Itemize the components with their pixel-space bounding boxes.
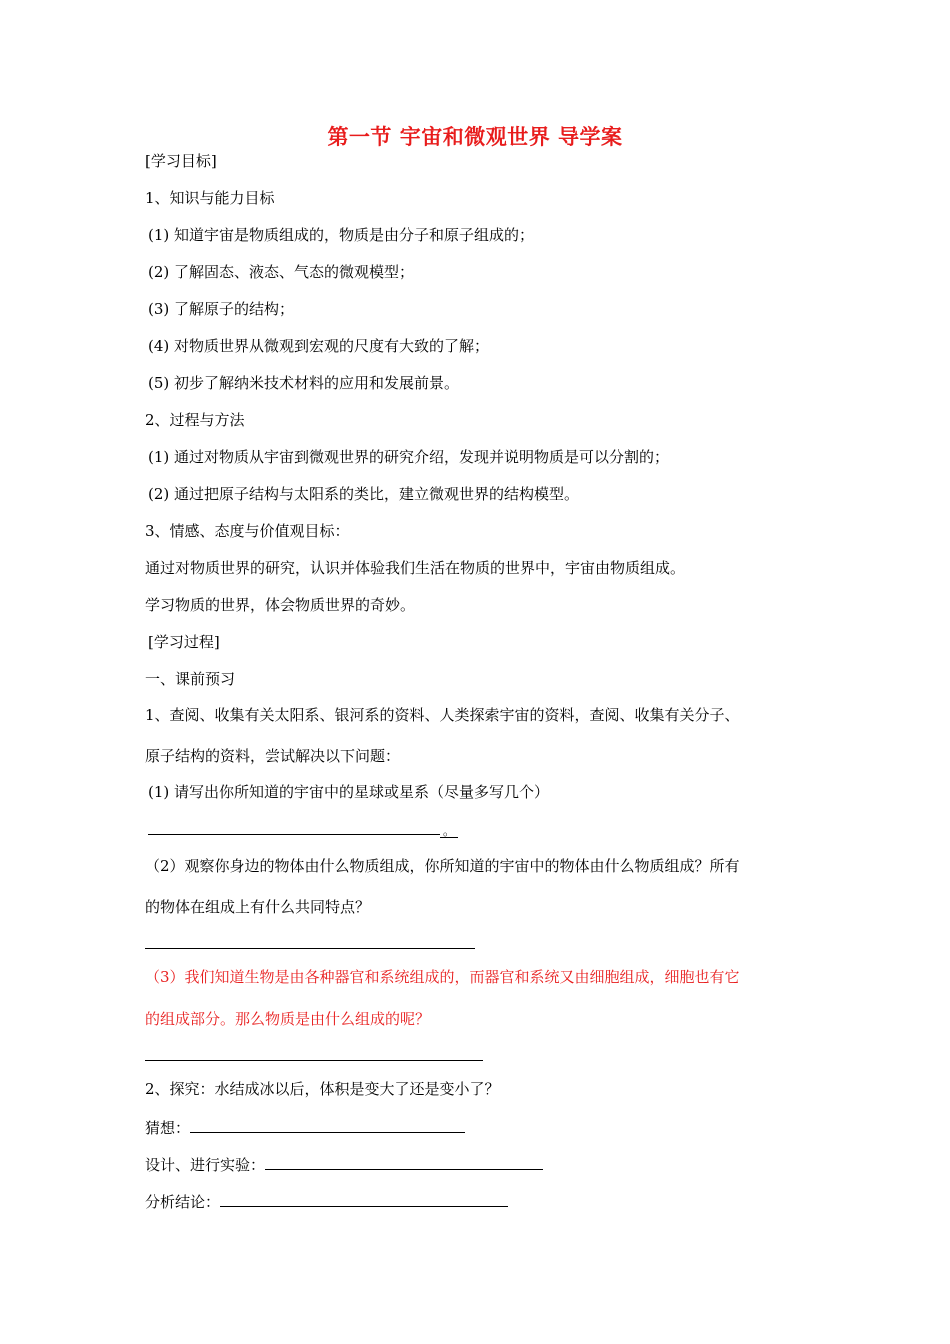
process-item-2: (2) 通过把原子结构与太阳系的类比，建立微观世界的结构模型。 xyxy=(148,485,580,503)
section-heading-objectives: [学习目标] xyxy=(145,152,217,170)
answer-blank-2[interactable] xyxy=(145,948,475,949)
objective-heading-knowledge: 1、知识与能力目标 xyxy=(145,189,275,207)
conclusion-label: 分析结论： xyxy=(145,1193,221,1211)
question-3-line-2: 的组成部分。那么物质是由什么组成的呢？ xyxy=(145,1010,431,1028)
preview-heading: 一、课前预习 xyxy=(145,670,236,688)
conclusion-row xyxy=(145,1190,508,1212)
hypothesis-label: 猜想： xyxy=(145,1119,191,1137)
page-title: 第一节 宇宙和微观世界 导学案 xyxy=(327,125,623,149)
objective-heading-process: 2、过程与方法 xyxy=(145,411,245,429)
answer-blank-3[interactable] xyxy=(145,1060,483,1061)
values-text-2: 学习物质的世界，体会物质世界的奇妙。 xyxy=(145,596,416,614)
preview-task-1-line-2: 原子结构的资料，尝试解决以下问题： xyxy=(145,747,401,765)
question-2-line-1: （2）观察你身边的物体由什么物质组成，你所知道的宇宙中的物体由什么物质组成？所有 xyxy=(145,857,740,875)
preview-task-1-line-1: 1、查阅、收集有关太阳系、银河系的资料、人类探索宇宙的资料，查阅、收集有关分子、 xyxy=(145,706,740,724)
hypothesis-row xyxy=(145,1116,465,1138)
question-3-line-1: （3）我们知道生物是由各种器官和系统组成的，而器官和系统又由细胞组成，细胞也有它 xyxy=(145,968,740,986)
experiment-row xyxy=(145,1153,543,1175)
hypothesis-blank[interactable] xyxy=(190,1116,465,1133)
process-item-1: (1) 通过对物质从宇宙到微观世界的研究介绍，发现并说明物质是可以分割的； xyxy=(148,448,670,466)
inquiry-heading: 2、探究：水结成冰以后，体积是变大了还是变小了？ xyxy=(145,1080,500,1098)
conclusion-blank[interactable] xyxy=(220,1190,508,1207)
question-1: (1) 请写出你所知道的宇宙中的星球或星系（尽量多写几个） xyxy=(148,783,550,801)
values-text-1: 通过对物质世界的研究，认识并体验我们生活在物质的世界中，宇宙由物质组成。 xyxy=(145,559,686,577)
objective-item-2: (2) 了解固态、液态、气态的微观模型； xyxy=(148,263,415,281)
experiment-blank[interactable] xyxy=(265,1153,543,1170)
section-heading-process: [学习过程] xyxy=(148,633,220,651)
objective-heading-values: 3、情感、态度与价值观目标： xyxy=(145,522,350,540)
objective-item-1: (1) 知道宇宙是物质组成的，物质是由分子和原子组成的； xyxy=(148,226,535,244)
objective-item-5: (5) 初步了解纳米技术材料的应用和发展前景。 xyxy=(148,374,460,392)
experiment-label: 设计、进行实验： xyxy=(145,1156,266,1174)
answer-line-1-end: 。 xyxy=(440,821,458,838)
objective-item-3: (3) 了解原子的结构； xyxy=(148,300,295,318)
answer-line-1[interactable] xyxy=(148,818,458,840)
objective-item-4: (4) 对物质世界从微观到宏观的尺度有大致的了解； xyxy=(148,337,490,355)
answer-blank-1[interactable] xyxy=(148,818,440,835)
question-2-line-2: 的物体在组成上有什么共同特点？ xyxy=(145,898,371,916)
